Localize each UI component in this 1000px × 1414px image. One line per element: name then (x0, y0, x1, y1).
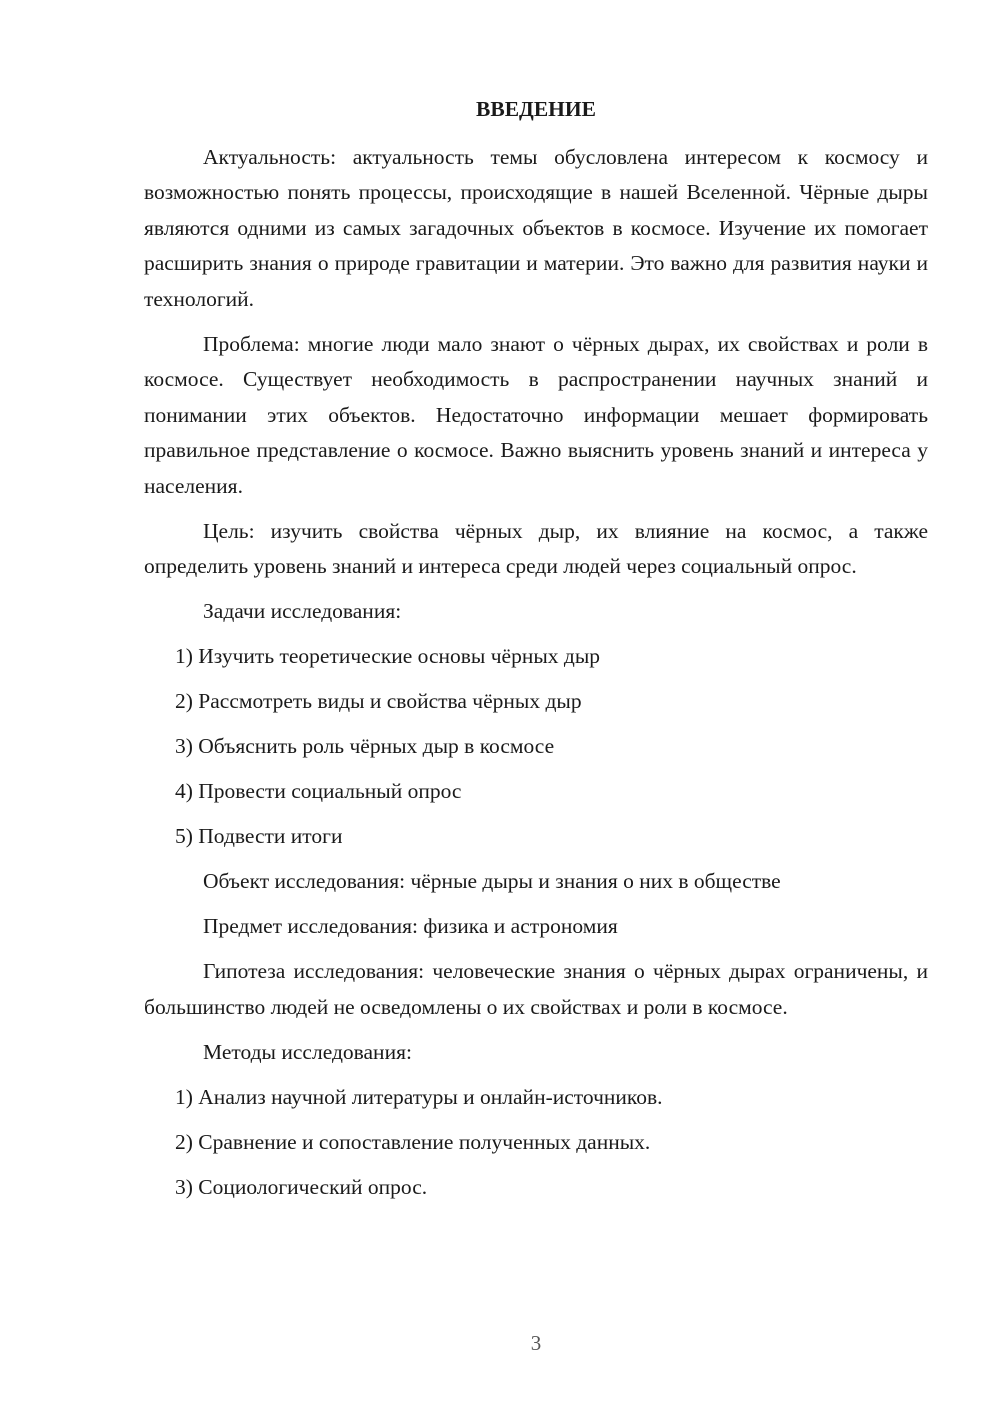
object-paragraph: Объект исследования: чёрные дыры и знания о них в обществе (203, 869, 781, 893)
page-number: 3 (530, 1331, 542, 1355)
method-item: 2) Сравнение и сопоставление полученных данных. (175, 1129, 651, 1154)
task-item: 4) Провести социальный опрос (175, 779, 462, 803)
task-item: 3) Объяснить роль чёрных дыр в космосе (175, 734, 555, 758)
method-item: 3) Социологический опрос. (175, 1174, 428, 1199)
subject-paragraph: Предмет исследования: физика и астрономия (203, 914, 618, 938)
tasks-heading: Задачи исследования: (203, 599, 402, 623)
methods-heading: Методы исследования: (203, 1039, 412, 1064)
task-item: 1) Изучить теоретические основы чёрных дыр (175, 644, 601, 668)
task-item: 2) Рассмотреть виды и свойства чёрных дыр (175, 689, 582, 713)
page-content (144, 92, 928, 1215)
task-item: 5) Подвести итоги (175, 824, 343, 848)
method-item: 1) Анализ научной литературы и онлайн-источников. (175, 1084, 663, 1109)
hypothesis-paragraph: Гипотеза исследования: человеческие знания о чёрных дырах ограничены, и большинство людей не осведомлены о их свойствах и роли в космосе. (144, 959, 928, 1019)
section-title: ВВЕДЕНИЕ (476, 97, 596, 121)
problem-paragraph: Проблема: многие люди мало знают о чёрных дырах, их свойствах и роли в космосе. Существует необходимость в распространении научных знаний и понимании этих объектов. Недостаточно информации мешает формировать правильное представление о космосе. Важно выяснить уровень знаний и интереса у населения. (144, 331, 928, 498)
goal-paragraph: Цель: изучить свойства чёрных дыр, их влияние на космос, а также определить уровень знаний и интереса среди людей через социальный опрос. (144, 518, 928, 578)
relevance-paragraph: Актуальность: актуальность темы обусловлена интересом к космосу и возможностью понять процессы, происходящие в нашей Вселенной. Чёрные дыры являются одними из самых загадочных объектов в космосе. Изучение их помогает расширить знания о природе гравитации и материи. Это важно для развития науки и технологий. (144, 144, 928, 311)
